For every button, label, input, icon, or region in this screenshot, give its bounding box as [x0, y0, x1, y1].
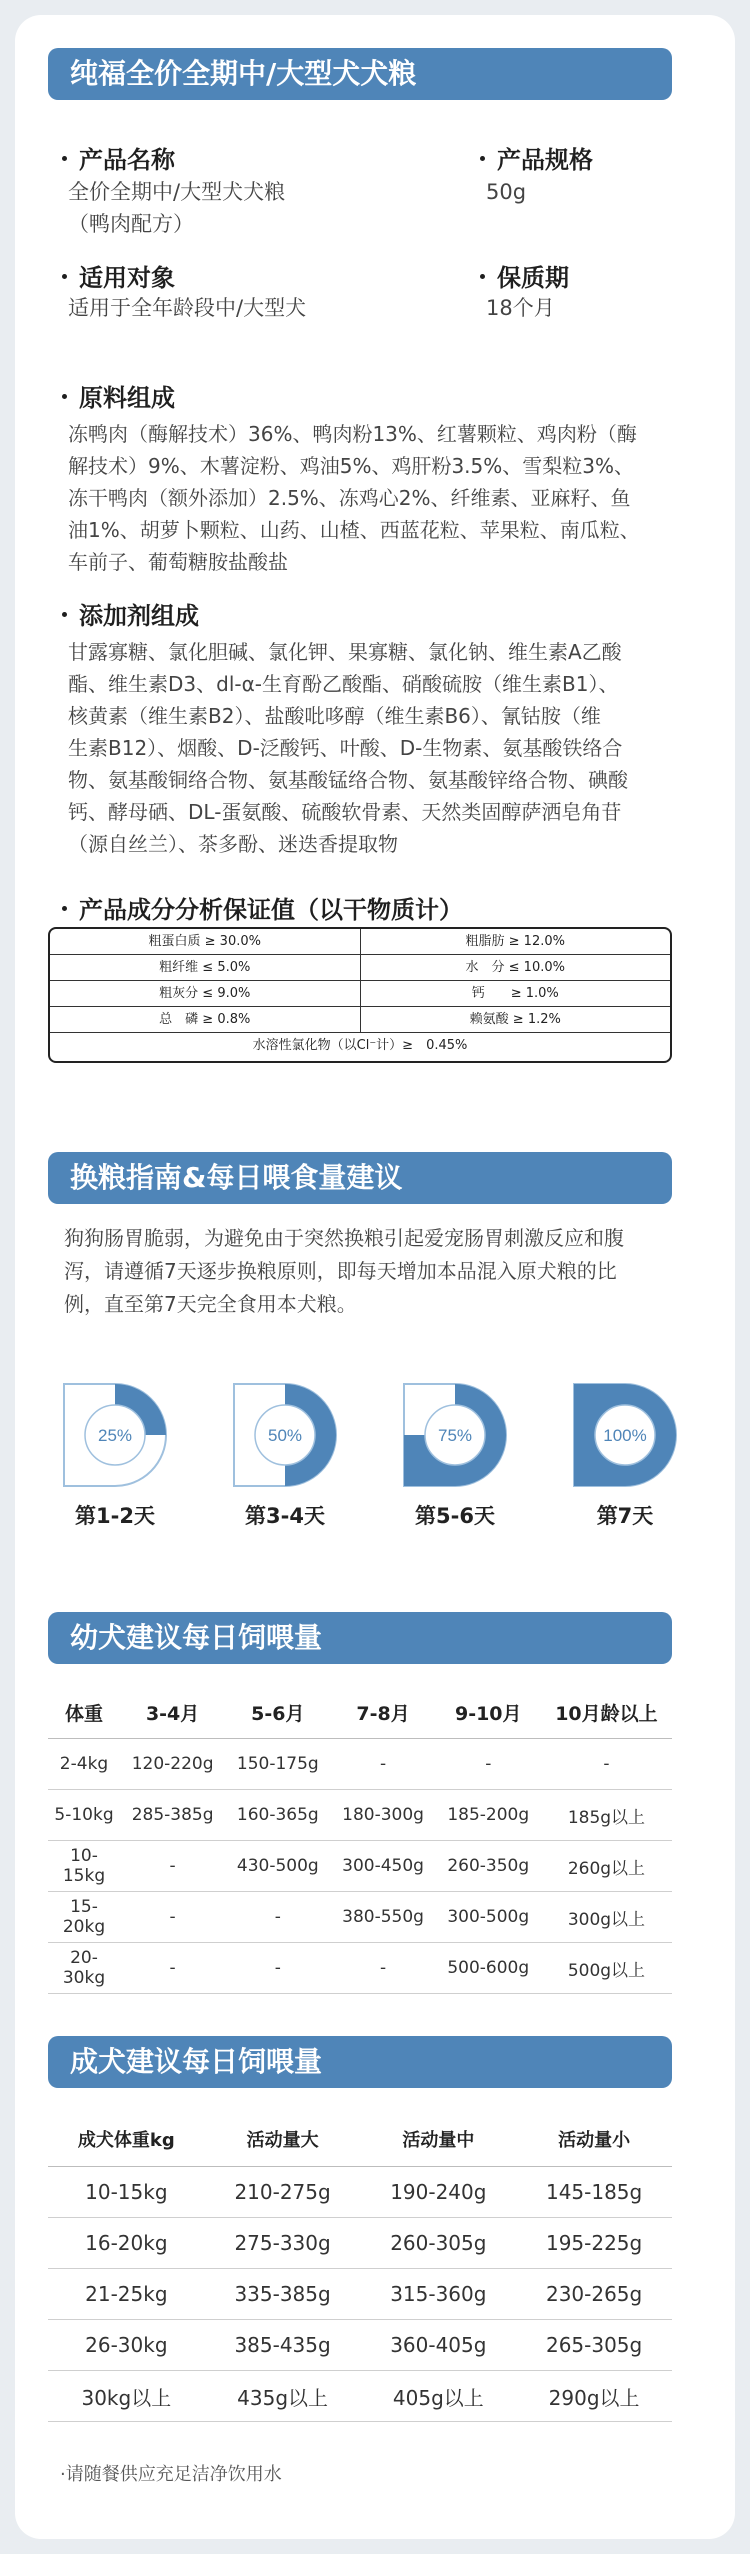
- table-cell: -: [120, 1943, 225, 1994]
- table-cell: 260-305g: [360, 2218, 516, 2269]
- info-value-shelf: 18个月: [486, 296, 555, 320]
- table-cell: 21-25kg: [48, 2269, 205, 2320]
- table-cell: 290g以上: [516, 2371, 672, 2422]
- table-cell: 230-265g: [516, 2269, 672, 2320]
- wheel-label: 第7天: [596, 1504, 654, 1528]
- adult-feeding-table: [48, 2112, 672, 2422]
- table-row: [48, 2320, 672, 2371]
- table-cell: 275-330g: [205, 2218, 361, 2269]
- table-cell: 285-385g: [120, 1790, 225, 1841]
- info-value-target: 适用于全年龄段中/大型犬: [68, 296, 307, 320]
- table-cell: -: [225, 1892, 330, 1943]
- table-cell: 300g以上: [541, 1892, 672, 1943]
- mix-wheel-day3-4: [232, 1382, 338, 1488]
- table-row: [48, 1739, 672, 1790]
- analysis-heading: 产品成分分析保证值（以干物质计）: [62, 890, 463, 925]
- column-header: 3-4月: [120, 1686, 225, 1739]
- table-cell: 265-305g: [516, 2320, 672, 2371]
- water-note: ·请随餐供应充足洁净饮用水: [60, 2464, 282, 2485]
- info-label-target: 适用对象: [62, 258, 175, 293]
- mix-wheel-day5-6: [402, 1382, 508, 1488]
- wheel-label: 第5-6天: [415, 1504, 495, 1528]
- mix-wheel-day1-2: [62, 1382, 168, 1488]
- additives-line: 核黄素（维生素B2）、盐酸吡哆醇（维生素B6）、氰钴胺（维: [68, 704, 601, 728]
- wheel-percent: 100%: [603, 1426, 647, 1445]
- table-cell: 26-30kg: [48, 2320, 205, 2371]
- table-cell: 185-200g: [436, 1790, 541, 1841]
- analysis-row: [50, 981, 670, 1007]
- analysis-row: [50, 1007, 670, 1033]
- analysis-row: [50, 929, 670, 955]
- table-cell: 260-350g: [436, 1841, 541, 1892]
- table-row: [48, 2371, 672, 2422]
- column-header: 活动量大: [205, 2112, 361, 2167]
- table-cell: 260g以上: [541, 1841, 672, 1892]
- table-cell: 2-4kg: [48, 1739, 120, 1790]
- column-header: 9-10月: [436, 1686, 541, 1739]
- mix-wheel-day7: [572, 1382, 678, 1488]
- additives-line: 酯、维生素D3、dl-α-生育酚乙酸酯、硝酸硫胺（维生素B1）、: [68, 672, 619, 696]
- switch-guide-text: [64, 1222, 694, 1321]
- table-row: [48, 2269, 672, 2320]
- wheel-percent: 25%: [97, 1426, 133, 1445]
- table-cell: 360-405g: [360, 2320, 516, 2371]
- column-header: 7-8月: [330, 1686, 435, 1739]
- table-cell: 10-15kg: [48, 2167, 205, 2218]
- analysis-cell: 水溶性氯化物（以Cl⁻计）≥ 0.45%: [252, 1038, 468, 1053]
- table-cell: 30kg以上: [48, 2371, 205, 2422]
- table-cell: -: [541, 1739, 672, 1790]
- info-value-name: 全价全期中/大型犬犬粮 （鸭肉配方）: [68, 180, 286, 236]
- table-cell: 10-15kg: [48, 1841, 120, 1892]
- table-cell: 315-360g: [360, 2269, 516, 2320]
- wheel-percent: 50%: [267, 1426, 303, 1445]
- table-row: [48, 1790, 672, 1841]
- table-row: [48, 2167, 672, 2218]
- table-cell: -: [436, 1739, 541, 1790]
- table-cell: 435g以上: [205, 2371, 361, 2422]
- column-header: 5-6月: [225, 1686, 330, 1739]
- analysis-cell: 粗灰分 ≤ 9.0%: [50, 981, 361, 1006]
- analysis-row: [50, 955, 670, 981]
- column-header: 活动量小: [516, 2112, 672, 2167]
- additives-line: 钙、酵母硒、DL-蛋氨酸、硫酸软骨素、天然类固醇萨洒皂角苷: [68, 800, 622, 824]
- column-header: 体重: [48, 1686, 120, 1739]
- product-title-banner: 纯福全价全期中/大型犬犬粮: [48, 48, 672, 100]
- table-cell: 120-220g: [120, 1739, 225, 1790]
- table-cell: 190-240g: [360, 2167, 516, 2218]
- table-header-row: [48, 1686, 672, 1739]
- puppy-feeding-table: [48, 1686, 672, 1994]
- ingredients-line: 冻干鸭肉（额外添加）2.5%、冻鸡心2%、纤维素、亚麻籽、鱼: [68, 486, 631, 510]
- switch-line: 狗狗肠胃脆弱，为避免由于突然换粮引起爱宠肠胃刺激反应和腹: [64, 1226, 624, 1250]
- analysis-cell: 水 分 ≤ 10.0%: [465, 960, 565, 975]
- puppy-feeding-banner: 幼犬建议每日饲喂量: [48, 1612, 672, 1664]
- switch-guide-banner: 换粮指南&每日喂食量建议: [48, 1152, 672, 1204]
- switch-line: 泻，请遵循7天逐步换粮原则，即每天增加本品混入原犬粮的比: [64, 1259, 617, 1283]
- additives-heading: 添加剂组成: [62, 596, 199, 631]
- table-cell: 195-225g: [516, 2218, 672, 2269]
- table-cell: 335-385g: [205, 2269, 361, 2320]
- table-cell: 500g以上: [541, 1943, 672, 1994]
- table-header-row: [48, 2112, 672, 2167]
- analysis-cell: 粗纤维 ≤ 5.0%: [50, 955, 361, 980]
- analysis-row: [50, 1033, 670, 1059]
- info-label-spec: 产品规格: [480, 140, 593, 175]
- ingredients-line: 解技术）9%、木薯淀粉、鸡油5%、鸡肝粉3.5%、雪梨粒3%、: [68, 454, 634, 478]
- column-header: 10月龄以上: [541, 1686, 672, 1739]
- table-row: [48, 2218, 672, 2269]
- table-cell: 380-550g: [330, 1892, 435, 1943]
- additives-line: （源自丝兰）、茶多酚、迷迭香提取物: [68, 832, 398, 856]
- ingredients-line: 冻鸭肉（酶解技术）36%、鸭肉粉13%、红薯颗粒、鸡肉粉（酶: [68, 422, 637, 446]
- analysis-cell: 粗脂肪 ≥ 12.0%: [465, 934, 565, 949]
- table-row: [48, 1841, 672, 1892]
- table-row: [48, 1892, 672, 1943]
- table-cell: 300-500g: [436, 1892, 541, 1943]
- wheel-label: 第3-4天: [245, 1504, 325, 1528]
- table-cell: -: [330, 1739, 435, 1790]
- analysis-cell: 钙 ≥ 1.0%: [471, 986, 559, 1001]
- table-cell: -: [330, 1943, 435, 1994]
- analysis-cell: 赖氨酸 ≥ 1.2%: [469, 1012, 561, 1027]
- ingredients-heading: 原料组成: [62, 378, 175, 413]
- analysis-table: [48, 927, 672, 1063]
- table-cell: 20-30kg: [48, 1943, 120, 1994]
- wheel-percent: 75%: [437, 1426, 473, 1445]
- table-cell: -: [120, 1892, 225, 1943]
- table-cell: 16-20kg: [48, 2218, 205, 2269]
- ingredients-text: [68, 418, 688, 578]
- additives-line: 生素B12）、烟酸、D-泛酸钙、叶酸、D-生物素、氨基酸铁络合: [68, 736, 623, 760]
- analysis-cell: 粗蛋白质 ≥ 30.0%: [50, 929, 361, 954]
- info-label-name: 产品名称: [62, 140, 175, 175]
- adult-feeding-banner: 成犬建议每日饲喂量: [48, 2036, 672, 2088]
- ingredients-line: 车前子、葡萄糖胺盐酸盐: [68, 550, 288, 574]
- table-cell: 430-500g: [225, 1841, 330, 1892]
- table-cell: 150-175g: [225, 1739, 330, 1790]
- info-value-spec: 50g: [486, 180, 527, 204]
- additives-line: 甘露寡糖、氯化胆碱、氯化钾、果寡糖、氯化钠、维生素A乙酸: [68, 640, 622, 664]
- table-cell: 15-20kg: [48, 1892, 120, 1943]
- table-cell: -: [120, 1841, 225, 1892]
- table-cell: 160-365g: [225, 1790, 330, 1841]
- switch-line: 例，直至第7天完全食用本犬粮。: [64, 1292, 357, 1316]
- table-cell: 180-300g: [330, 1790, 435, 1841]
- column-header: 活动量中: [360, 2112, 516, 2167]
- additives-text: [68, 636, 688, 860]
- ingredients-line: 油1%、胡萝卜颗粒、山药、山楂、西蓝花粒、苹果粒、南瓜粒、: [68, 518, 640, 542]
- additives-line: 物、氨基酸铜络合物、氨基酸锰络合物、氨基酸锌络合物、碘酸: [68, 768, 628, 792]
- table-cell: 405g以上: [360, 2371, 516, 2422]
- table-row: [48, 1943, 672, 1994]
- analysis-cell: 总 磷 ≥ 0.8%: [50, 1007, 361, 1032]
- table-cell: 145-185g: [516, 2167, 672, 2218]
- table-cell: 185g以上: [541, 1790, 672, 1841]
- table-cell: 210-275g: [205, 2167, 361, 2218]
- table-cell: 5-10kg: [48, 1790, 120, 1841]
- table-cell: 300-450g: [330, 1841, 435, 1892]
- info-label-shelf: 保质期: [480, 258, 569, 293]
- table-cell: 500-600g: [436, 1943, 541, 1994]
- table-cell: -: [225, 1943, 330, 1994]
- table-cell: 385-435g: [205, 2320, 361, 2371]
- wheel-label: 第1-2天: [75, 1504, 155, 1528]
- column-header: 成犬体重kg: [48, 2112, 205, 2167]
